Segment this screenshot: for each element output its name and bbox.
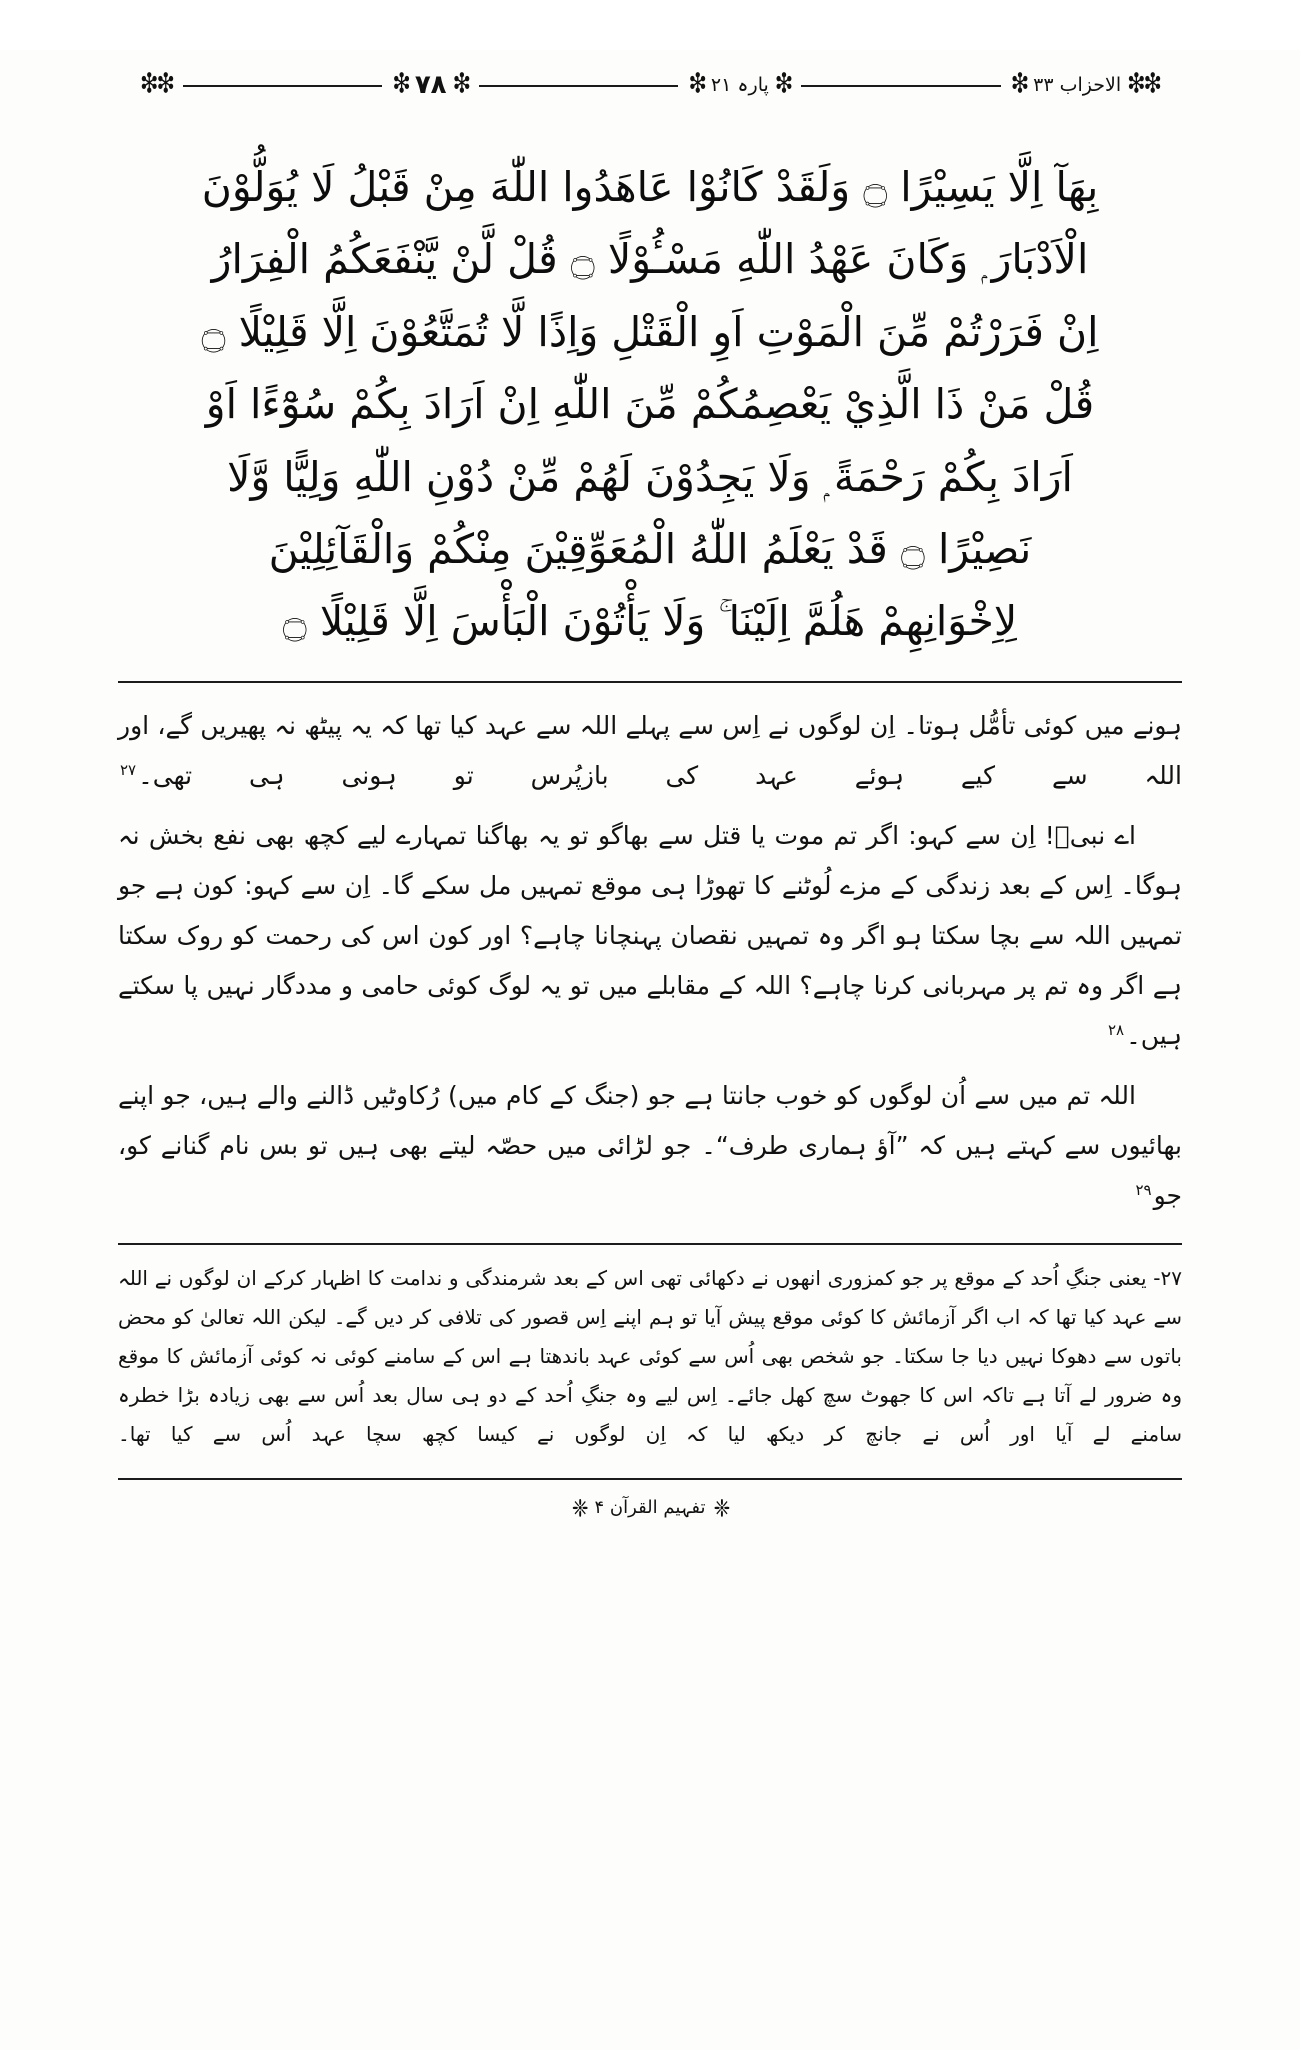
ornament-icon: ❇ (452, 68, 469, 100)
footnote-marker[interactable]: ۲۷ (120, 760, 137, 779)
arabic-line: الْاَدْبَارَ ۭ وَكَانَ عَهْدُ اللّٰهِ مَسْـُٔوْلًا ۝ قُلْ لَّنْ يَّنْفَعَكُمُ الْفِرَارُ (211, 235, 1089, 284)
section-divider (118, 681, 1182, 683)
ornament-icon: ❈ (713, 1493, 729, 1523)
para-label: پارہ ۲۱ (710, 74, 769, 96)
translation-paragraph (118, 1071, 1182, 1221)
ornament-icon: ❇ (1010, 68, 1028, 100)
footnote-section (118, 1259, 1182, 1454)
arabic-line: اِنْ فَرَرْتُمْ مِّنَ الْمَوْتِ اَوِ الْقَتْلِ وَاِذًا لَّا تُمَتَّعُوْنَ اِلَّا قَلِيْلًا ۝ (201, 307, 1099, 356)
header-ornament-left (130, 68, 183, 100)
page-header (130, 50, 1170, 120)
footnote-marker[interactable]: ۲۸ (1108, 1020, 1125, 1039)
arabic-line: لِاِخْوَانِهِمْ هَلُمَّ اِلَيْنَا ۚ وَلَا يَأْتُوْنَ الْبَأْسَ اِلَّا قَلِيْلًا ۝ (282, 597, 1018, 646)
header-page-number (382, 70, 479, 100)
footer-divider (118, 1478, 1182, 1480)
book-title: تفہیم القرآن ۴ (594, 1497, 706, 1519)
ornament-icon: ❇ (774, 68, 792, 100)
footnote-marker[interactable]: ۲۹ (1135, 1180, 1152, 1199)
urdu-translation (118, 701, 1182, 1221)
arabic-line: نَصِيْرًا ۝ قَدْ يَعْلَمُ اللّٰهُ الْمُعَوِّقِيْنَ مِنْكُمْ وَالْقَآئِلِيْنَ (268, 525, 1032, 574)
translation-paragraph (118, 701, 1182, 801)
footnote-number: ۲۷ (1160, 1265, 1182, 1290)
footnote-dash: - (1153, 1265, 1161, 1290)
header-surah (1001, 68, 1170, 100)
arabic-line: بِهَآ اِلَّا يَسِيْرًا ۝ وَلَقَدْ كَانُوْا عَاهَدُوا اللّٰهَ مِنْ قَبْلُ لَا يُوَلُّوْنَ (201, 163, 1099, 211)
ornament-icon: ❇❇ (1127, 68, 1160, 100)
page-number: ۷۸ (414, 70, 447, 100)
header-para (678, 68, 801, 100)
ornament-icon: ❇ (688, 68, 705, 100)
surah-label: الاحزاب ۳۳ (1033, 74, 1122, 96)
page-footer (0, 1493, 1300, 1523)
ornament-icon: ❇❇ (140, 68, 173, 100)
quran-page (0, 50, 1300, 2050)
ornament-icon: ❈ (571, 1493, 587, 1523)
ornament-icon: ❇ (392, 68, 409, 100)
paragraph-text: اللہ تم میں سے اُن لوگوں کو خوب جانتا ہے جو (جنگ کے کام میں) رُکاوٹیں ڈالنے والے ہیں، جو اپنے بھائیوں سے کہتے ہیں کہ ”آؤ ہماری طرف“۔ جو لڑائی میں حصّہ لیتے بھی ہیں تو بس نام گنانے کو، جو (118, 1080, 1182, 1210)
arabic-line: اَرَادَ بِكُمْ رَحْمَةً ۭ وَلَا يَجِدُوْنَ لَهُمْ مِّنْ دُوْنِ اللّٰهِ وَلِيًّا وَّلَا (227, 452, 1073, 501)
paragraph-text: اے نبیؐ! اِن سے کہو: اگر تم موت یا قتل سے بھاگو تو یہ بھاگنا تمہارے لیے کچھ بھی نفع بخش نہ ہوگا۔ اِس کے بعد زندگی کے مزے لُوٹنے کا تھوڑا ہی موقع تمہیں مل سکے گا۔ اِن سے کہو: کون ہے جو تمہیں اللہ سے بچا سکتا ہو اگر وہ تمہیں نقصان پہنچانا چاہے؟ اور کون اس کی رحمت کو روک سکتا ہے اگر وہ تم پر مہربانی کرنا چاہے؟ اللہ کے مقابلے میں تو یہ لوگ کوئی حامی و مددگار نہیں پا سکتے ہیں۔ (118, 820, 1182, 1050)
footnote-divider (118, 1243, 1182, 1245)
arabic-verses (118, 154, 1182, 655)
translation-paragraph (118, 811, 1182, 1061)
footnote-item (118, 1259, 1182, 1454)
paragraph-text: ہونے میں کوئی تأمُّل ہوتا۔ اِن لوگوں نے اِس سے پہلے اللہ سے عہد کیا تھا کہ یہ پیٹھ نہ پھیریں گے، اور اللہ سے کیے ہوئے عہد کی بازپُرس تو ہونی ہی تھی۔ (118, 710, 1182, 790)
arabic-line: قُلْ مَنْ ذَا الَّذِيْ يَعْصِمُكُمْ مِّنَ اللّٰهِ اِنْ اَرَادَ بِكُمْ سُوْٓءًا اَوْ (205, 380, 1095, 429)
footnote-text: یعنی جنگِ اُحد کے موقع پر جو کمزوری انھوں نے دکھائی تھی اس کے بعد شرمندگی و ندامت کا اظہار کرکے ان لوگوں نے اللہ سے عہد کیا تھا کہ اب اگر آزمائش کا کوئی موقع پیش آیا تو ہم اپنے اِس قصور کی تلافی کر دیں گے۔ لیکن اللہ تعالیٰ کو محض باتوں سے دھوکا نہیں دیا جا سکتا۔ جو شخص بھی اُس سے کوئی عہد باندھتا ہے اس کے سامنے کوئی نہ کوئی آزمائش کا موقع وہ ضرور لے آتا ہے تاکہ اس کا جھوٹ سچ کھل جائے۔ اِس لیے وہ جنگِ اُحد کے دو ہی سال بعد اُس سے بھی زیادہ بڑا خطرہ سامنے لے آیا اور اُس نے جانچ کر دیکھ لیا کہ اِن لوگوں نے کیسا کچھ سچا عہد اُس سے کیا تھا۔ (118, 1265, 1182, 1446)
